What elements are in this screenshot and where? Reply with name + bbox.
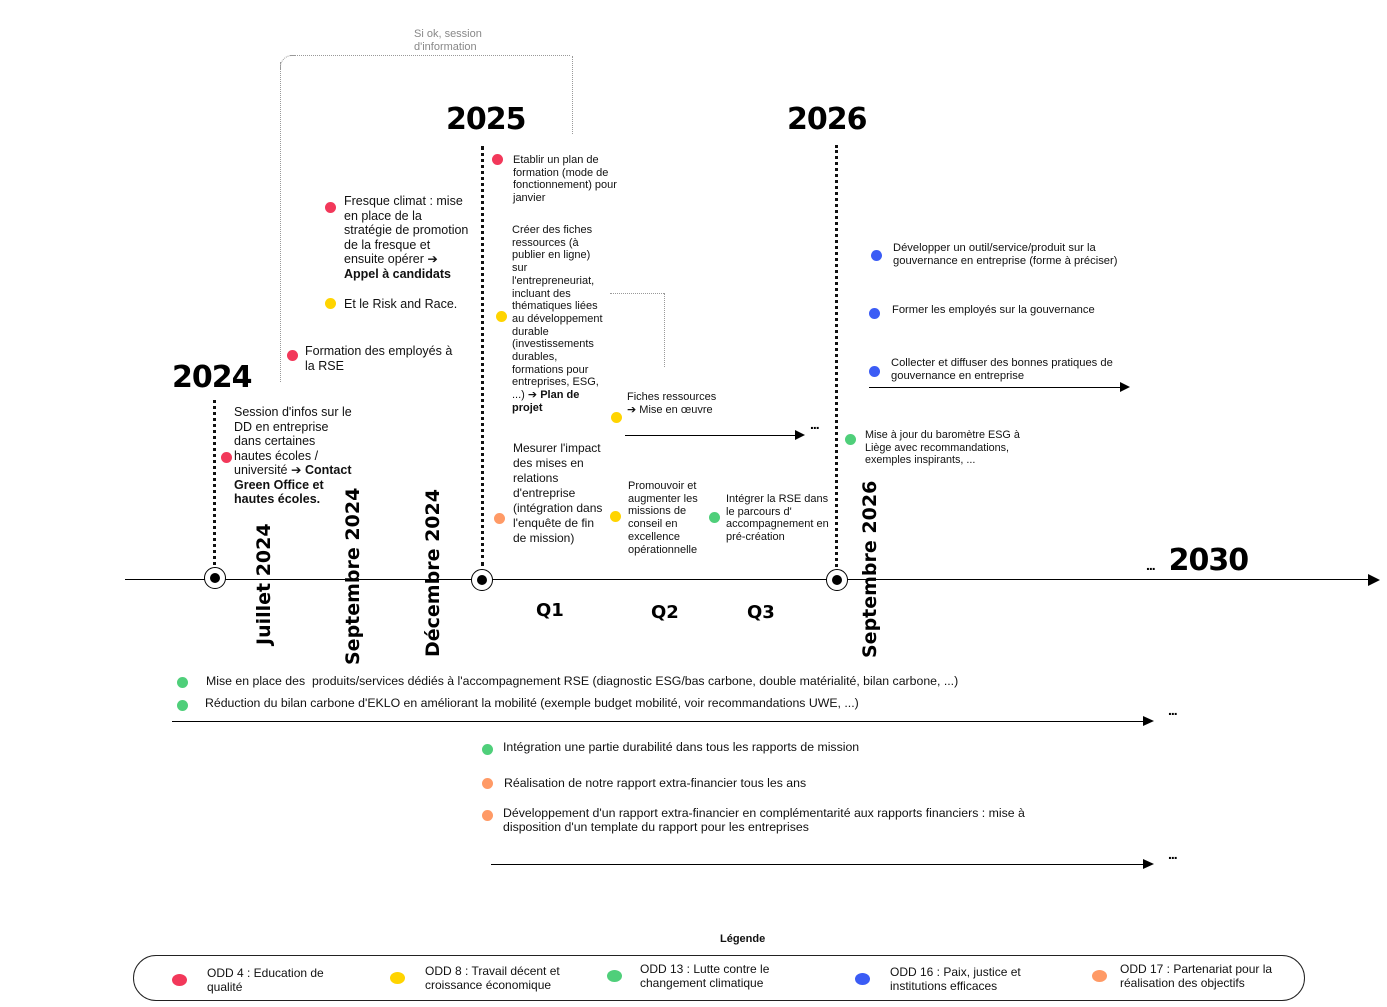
item-session: Session d'infos sur le DD en entreprise dans certaines hautes écoles / université ➔ Contact Green Office et hautes écoles. [234, 405, 352, 506]
marker-2024-line [213, 400, 216, 565]
dot-odd13 [177, 677, 188, 688]
dot-odd4 [221, 452, 232, 463]
item-fiches-mise: Fiches ressources ➔ Mise en œuvre [627, 391, 717, 416]
dot-odd4 [325, 202, 336, 213]
longterm-arrow-line-1 [172, 721, 1144, 722]
longterm-arrowhead-2 [1143, 859, 1154, 869]
item-promouvoir: Promouvoir et augmenter les missions de conseil en excellence opérationnelle [628, 480, 698, 556]
longterm-arrowhead-1 [1143, 716, 1154, 726]
item-integration: Intégration une partie durabilité dans tous les rapports de mission [503, 740, 860, 754]
dot-odd13 [845, 434, 856, 445]
top-note-line2: d'information [414, 41, 477, 53]
marker-2026-line [835, 145, 838, 567]
dot-odd8 [325, 298, 336, 309]
fiches-ellipsis: ... [810, 416, 819, 432]
item-fresque: Fresque climat : mise en place de la stratégie de promotion de la fresque et ensuite opérer ➔ Appel à candidats [344, 194, 469, 281]
item-mesurer: Mesurer l'impact des mises en relations d'entreprise (intégration dans l'enquête de fin de mission) [513, 441, 603, 545]
quarter-q3: Q3 [747, 602, 775, 623]
dot-odd8 [496, 311, 507, 322]
item-produits: Mise en place des produits/services dédiés à l'accompagnement RSE (diagnostic ESG/bas carbone, double matérialité, bilan carbone, ...) [206, 674, 959, 688]
quarter-q1: Q1 [536, 600, 564, 621]
ellipsis-2030: ... [1146, 557, 1155, 573]
milestone-2025 [471, 569, 493, 591]
dot-odd16 [869, 308, 880, 319]
year-2026: 2026 [787, 102, 867, 137]
dot-odd17 [494, 513, 505, 524]
item-plan-formation: Etablir un plan de formation (mode de fonctionnement) pour janvier [513, 154, 617, 205]
collecter-arrowhead [1120, 382, 1130, 392]
collecter-arrow-line [869, 387, 1121, 388]
main-timeline-arrow [1368, 574, 1380, 586]
dot-odd16 [871, 250, 882, 261]
arrow-icon: ➔ [627, 403, 637, 416]
dot-odd4 [492, 154, 503, 165]
year-2025: 2025 [446, 102, 526, 137]
longterm-ellipsis-1: ... [1168, 702, 1177, 718]
fiches-bracket-top [610, 293, 664, 294]
dot-odd13 [482, 744, 493, 755]
fiches-bracket-right [664, 293, 665, 367]
item-barometre: Mise à jour du baromètre ESG à Liège avec recommandations, exemples inspirants, ... [865, 429, 1020, 467]
item-formation: Formation des employés à la RSE [305, 344, 453, 373]
item-developpement: Développement d'un rapport extra-financier en complémentarité aux rapports financiers : mise à disposition d'un template du rapport pour les entreprises [503, 806, 1025, 834]
legend-dot-green [607, 970, 622, 982]
top-note-line1: Si ok, session [414, 28, 482, 40]
main-timeline [125, 579, 1370, 580]
dot-odd13 [709, 512, 720, 523]
month-decembre-2024: Décembre 2024 [422, 489, 444, 657]
legend-item-odd16: ODD 16 : Paix, justice et institutions efficaces [855, 965, 1055, 993]
longterm-ellipsis-2: ... [1168, 846, 1177, 862]
legend-item-odd17: ODD 17 : Partenariat pour la réalisation des objectifs [1092, 962, 1292, 990]
arrow-icon: ➔ [527, 389, 538, 402]
dot-odd4 [287, 350, 298, 361]
quarter-q2: Q2 [651, 602, 679, 623]
year-2030-group [1146, 543, 1248, 578]
bracket-left [280, 62, 281, 382]
legend-title: Légende [720, 933, 766, 945]
fiches-arrow-line [625, 435, 797, 436]
dot-odd8 [611, 412, 622, 423]
year-2024: 2024 [172, 360, 252, 395]
legend-item-odd4: ODD 4 : Education de qualité [172, 966, 352, 994]
month-septembre-2026: Septembre 2026 [859, 480, 881, 658]
item-outil: Développer un outil/service/produit sur la gouvernance en entreprise (forme à préciser) [893, 242, 1118, 267]
item-realisation: Réalisation de notre rapport extra-financier tous les ans [504, 776, 807, 790]
legend-dot-red [172, 974, 187, 986]
legend-item-odd8: ODD 8 : Travail décent et croissance économique [390, 964, 590, 992]
dot-odd13 [177, 700, 188, 711]
fiches-arrowhead [795, 430, 805, 440]
item-risk: Et le Risk and Race. [344, 297, 458, 311]
legend-dot-yellow [390, 972, 405, 984]
legend-item-odd13: ODD 13 : Lutte contre le changement climatique [607, 962, 817, 990]
dot-odd8 [610, 511, 621, 522]
arrow-icon: ➔ [290, 463, 302, 477]
arrow-icon: ➔ [427, 252, 438, 266]
item-former: Former les employés sur la gouvernance [892, 304, 1095, 316]
bracket-corner [280, 55, 295, 70]
bracket-right [572, 56, 573, 134]
item-collecter: Collecter et diffuser des bonnes pratiques de gouvernance en entreprise [891, 357, 1113, 382]
milestone-2026 [826, 569, 848, 591]
dot-odd17 [482, 810, 493, 821]
item-fiches: Créer des fiches ressources (à publier en ligne) sur l'entrepreneuriat, incluant des thématiques liées au développement durable (investissements durables, formations pour entreprises, ESG, ...) ➔ Plan de projet [512, 224, 603, 414]
month-septembre-2024: Septembre 2024 [342, 487, 364, 665]
year-2030: 2030 [1168, 543, 1249, 578]
milestone-2024 [204, 567, 226, 589]
month-juillet-2024: Juillet 2024 [253, 523, 275, 645]
longterm-arrow-line-2 [491, 864, 1143, 865]
legend-dot-blue [855, 973, 870, 985]
legend-dot-orange [1092, 970, 1107, 982]
item-reduction: Réduction du bilan carbone d'EKLO en améliorant la mobilité (exemple budget mobilité, voir recommandations UWE, ...) [205, 696, 859, 710]
dot-odd17 [482, 778, 493, 789]
bracket-top [290, 55, 570, 56]
dot-odd16 [869, 366, 880, 377]
top-note [414, 28, 482, 54]
item-integrer: Intégrer la RSE dans le parcours d' accompagnement en pré-création [726, 493, 829, 544]
marker-2025-line [481, 146, 484, 566]
